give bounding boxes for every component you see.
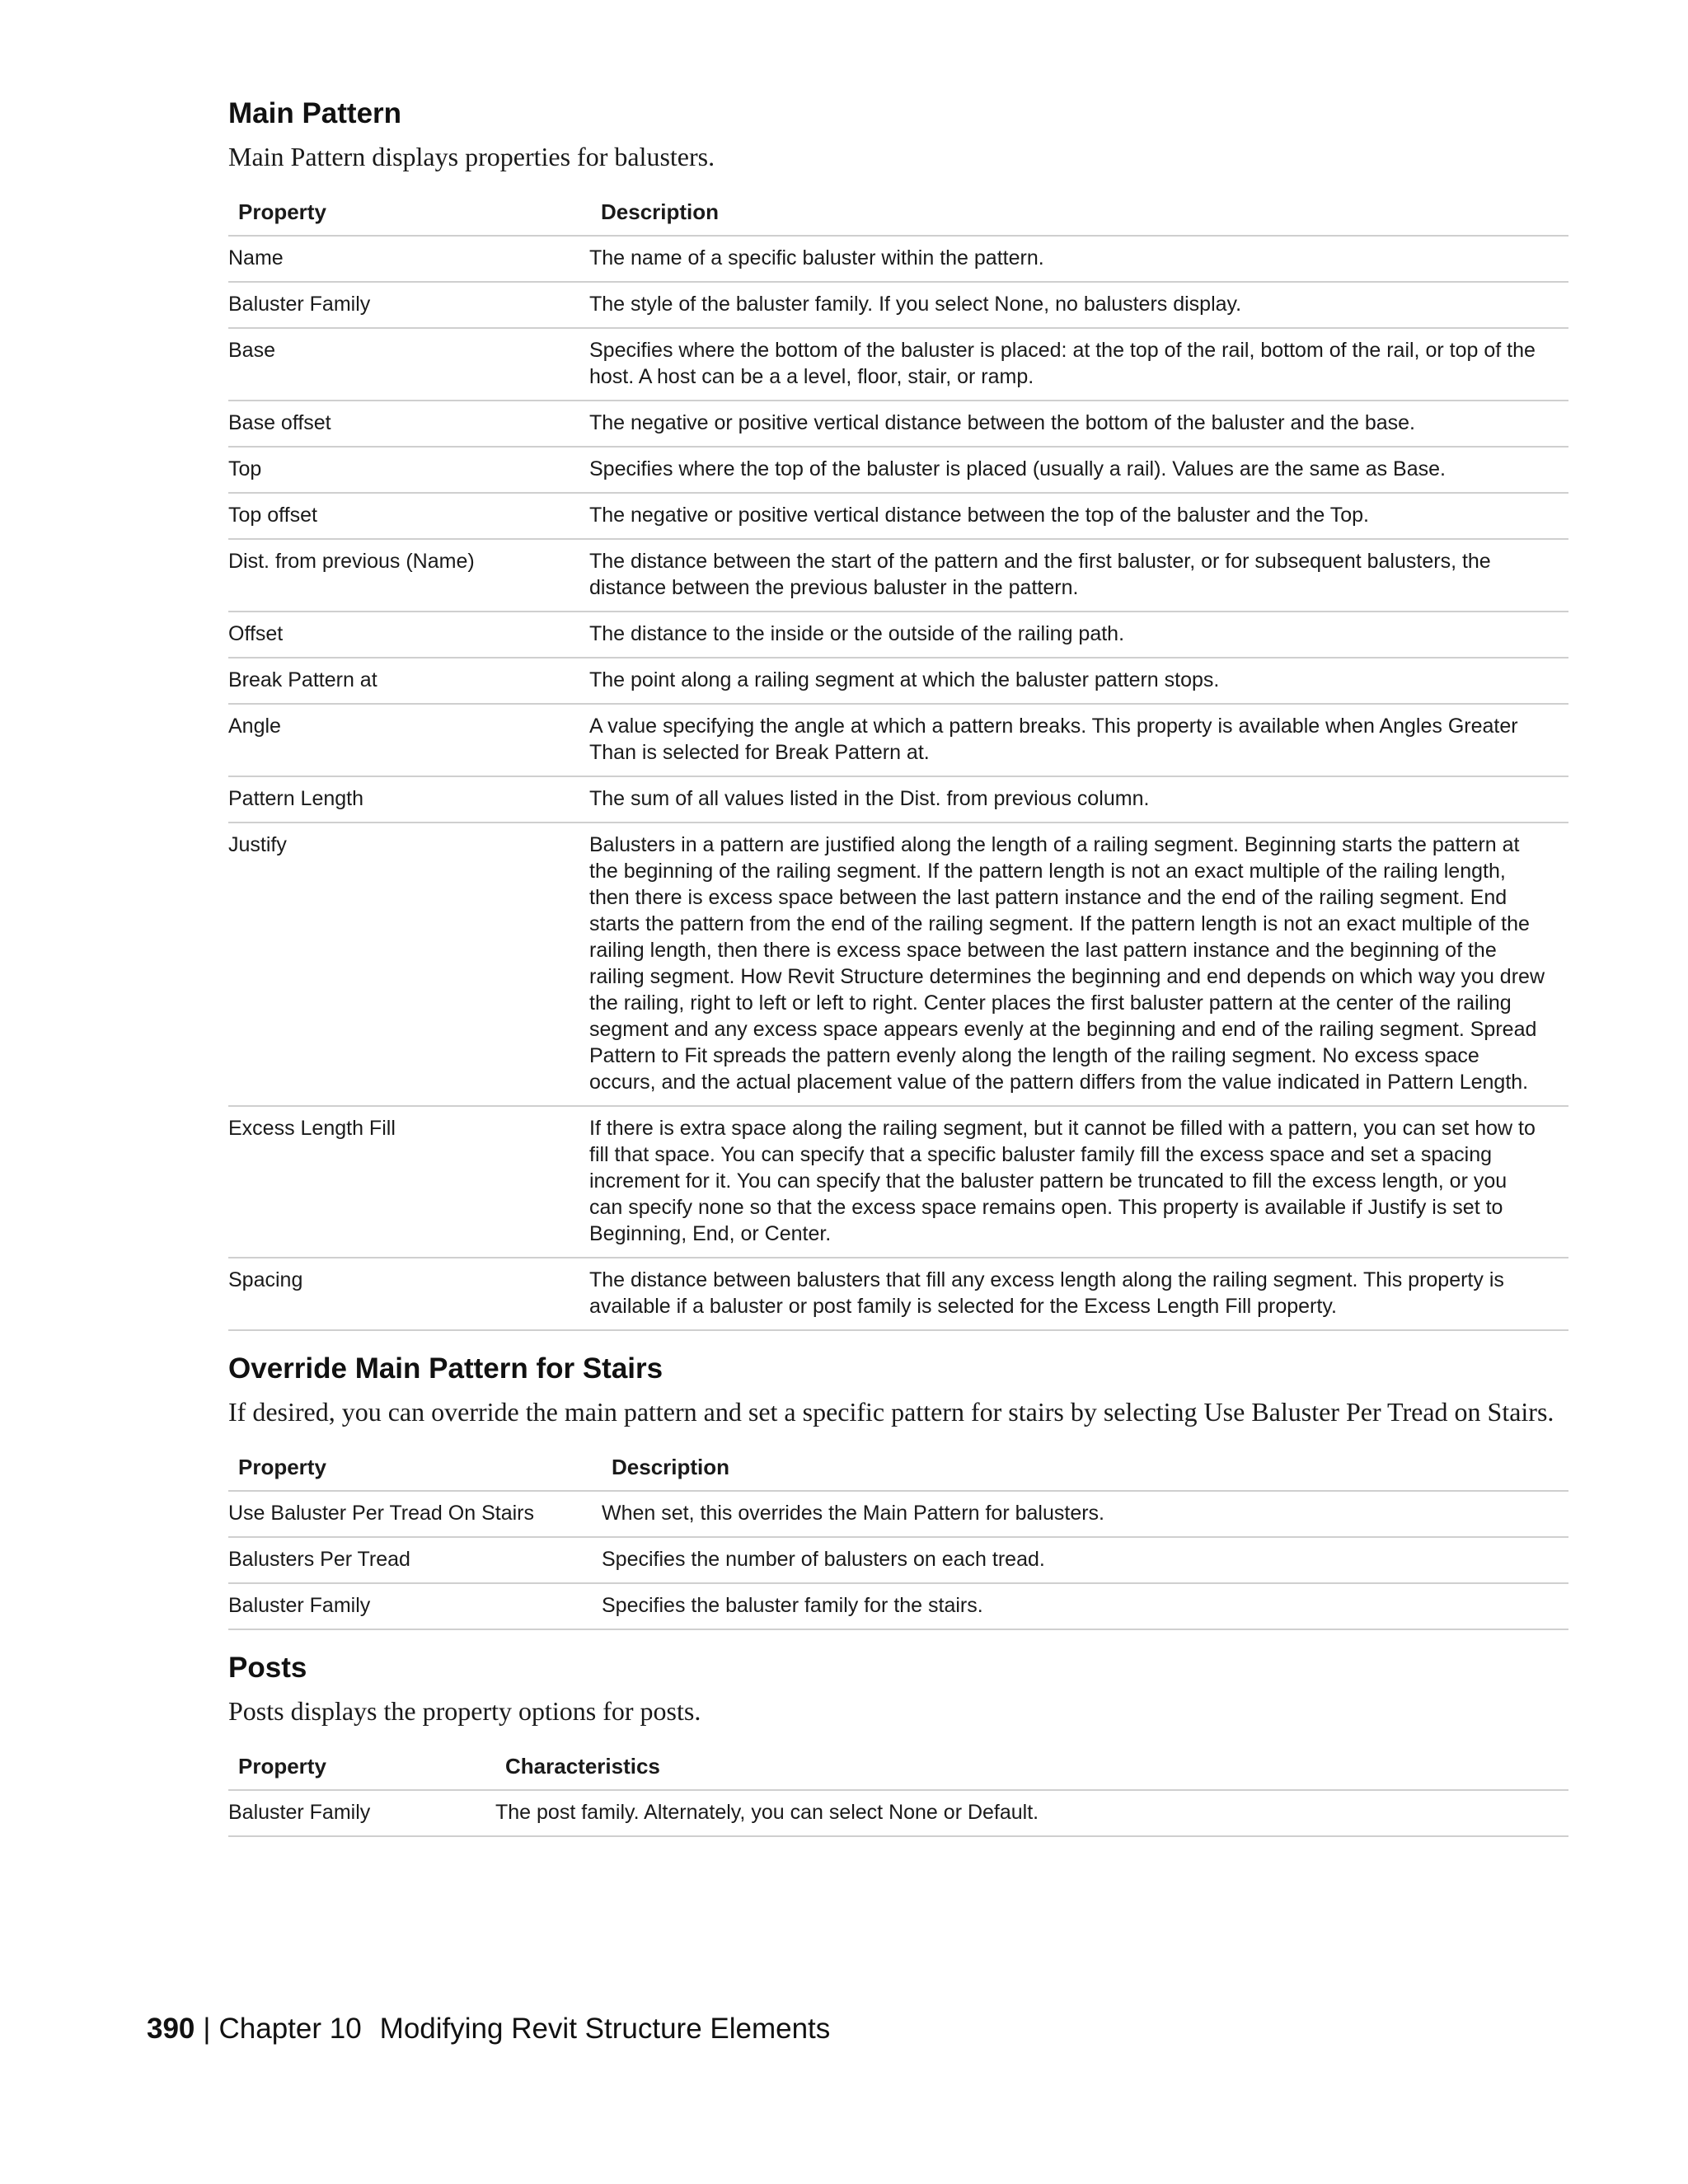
description-cell: Specifies the baluster family for the stairs. [602,1583,1568,1629]
section-intro: If desired, you can override the main pattern and set a specific pattern for stairs by selecting Use Baluster Per Tread on Stairs. [228,1397,1554,1427]
table-row [228,539,1568,612]
description-cell: A value specifying the angle at which a pattern breaks. This property is available when Angles Greater Than is selected for Break Pattern at. [589,704,1568,776]
description-cell: The negative or positive vertical distance between the top of the baluster and the Top. [589,493,1568,539]
spacer [228,1331,1568,1346]
table-row [228,1491,1568,1537]
main-pattern-table [228,190,1568,1331]
property-cell: Base [228,328,589,401]
table-row [228,1258,1568,1330]
column-header-property: Property [238,199,326,224]
property-cell: Top offset [228,493,589,539]
column-header-property: Property [238,1754,326,1779]
description-cell: The name of a specific baluster within the pattern. [589,236,1568,282]
property-cell: Angle [228,704,589,776]
table-row [228,704,1568,776]
section-heading: Posts [228,1652,307,1684]
table-header-row [228,1745,1568,1790]
section-intro: Main Pattern displays properties for balusters. [228,142,715,171]
column-header-description: Description [601,199,720,224]
table-row [228,658,1568,704]
table-row [228,776,1568,823]
column-header-characteristics: Characteristics [505,1754,660,1779]
description-cell: If there is extra space along the railing segment, but it cannot be filled with a pattern, you can set how to fill that space. You can specify that a specific baluster family fill the excess space and set a spacing increment for it. You can specify that the baluster pattern be truncated to fill the excess length, or you can specify none so that the excess space remains open. This property is available if Justify is set to Beginning, End, or Center. [589,1106,1568,1258]
property-cell: Baluster Family [228,1583,602,1629]
property-cell: Balusters Per Tread [228,1537,602,1583]
description-cell: The sum of all values listed in the Dist. from previous column. [589,776,1568,823]
property-cell: Excess Length Fill [228,1106,589,1258]
table-row [228,401,1568,447]
table-row [228,823,1568,1106]
description-cell: The point along a railing segment at which the baluster pattern stops. [589,658,1568,704]
table-row [228,612,1568,658]
description-cell: The distance between the start of the pattern and the first baluster, or for subsequent balusters, the distance between the previous baluster in the pattern. [589,539,1568,612]
table-row [228,493,1568,539]
property-cell: Spacing [228,1258,589,1330]
column-header-description: Description [612,1455,730,1479]
description-cell: Specifies the number of balusters on each tread. [602,1537,1568,1583]
section-posts [228,1645,1568,1837]
property-cell: Pattern Length [228,776,589,823]
property-cell: Justify [228,823,589,1106]
description-cell: Balusters in a pattern are justified along the length of a railing segment. Beginning starts the pattern at the beginning of the railing segment. If the pattern length is not an exact multiple of the railing length, then there is excess space between the last pattern instance and the end of the railing segment. End starts the pattern from the end of the railing segment. If the pattern length is not an exact multiple of the railing length, then there is excess space between the last pattern instance and the beginning of the railing segment. How Revit Structure determines the beginning and end depends on which way you drew the railing, right to left or left to right. Center places the first baluster pattern at the center of the railing segment and any excess space appears evenly at the beginning and end of the railing segment. Spread Pattern to Fit spreads the pattern evenly along the length of the railing segment. No excess space occurs, and the actual placement value of the pattern differs from the value indicated in Pattern Length. [589,823,1568,1106]
spacer [228,1630,1568,1645]
table-row [228,1106,1568,1258]
description-cell: Specifies where the bottom of the baluster is placed: at the top of the rail, bottom of the rail, or top of the host. A host can be a a level, floor, stair, or ramp. [589,328,1568,401]
table-row [228,282,1568,328]
table-header-row [228,1446,1568,1491]
section-main-pattern [228,91,1568,1331]
page-content [228,91,1568,1837]
property-cell: Baluster Family [228,1790,495,1836]
posts-table [228,1745,1568,1837]
property-cell: Offset [228,612,589,658]
section-override-stairs [228,1346,1568,1630]
property-cell: Baluster Family [228,282,589,328]
page-number: 390 [147,2013,195,2045]
description-cell: The distance between balusters that fill any excess length along the railing segment. This property is available if a baluster or post family is selected for the Excess Length Fill property. [589,1258,1568,1330]
section-heading: Override Main Pattern for Stairs [228,1352,663,1385]
description-cell: Specifies where the top of the baluster is placed (usually a rail). Values are the same as Base. [589,447,1568,493]
property-cell: Dist. from previous (Name) [228,539,589,612]
table-row [228,1537,1568,1583]
description-cell: The style of the baluster family. If you select None, no balusters display. [589,282,1568,328]
description-cell: When set, this overrides the Main Pattern for balusters. [602,1491,1568,1537]
property-cell: Break Pattern at [228,658,589,704]
property-cell: Base offset [228,401,589,447]
footer-separator: | [203,2013,211,2045]
section-heading: Main Pattern [228,97,402,129]
property-cell: Top [228,447,589,493]
chapter-label: Chapter 10 [218,2013,362,2045]
description-cell: The distance to the inside or the outside of the railing path. [589,612,1568,658]
table-row [228,1790,1568,1836]
table-row [228,447,1568,493]
table-row [228,1583,1568,1629]
override-stairs-table [228,1446,1568,1630]
property-cell: Use Baluster Per Tread On Stairs [228,1491,602,1537]
table-row [228,236,1568,282]
table-header-row [228,190,1568,236]
table-row [228,328,1568,401]
property-cell: Name [228,236,589,282]
description-cell: The post family. Alternately, you can select None or Default. [495,1790,1568,1836]
chapter-title: Modifying Revit Structure Elements [379,2013,831,2045]
section-intro: Posts displays the property options for posts. [228,1696,701,1726]
page-footer [147,2011,830,2047]
description-cell: The negative or positive vertical distance between the bottom of the baluster and the base. [589,401,1568,447]
column-header-property: Property [238,1455,326,1479]
